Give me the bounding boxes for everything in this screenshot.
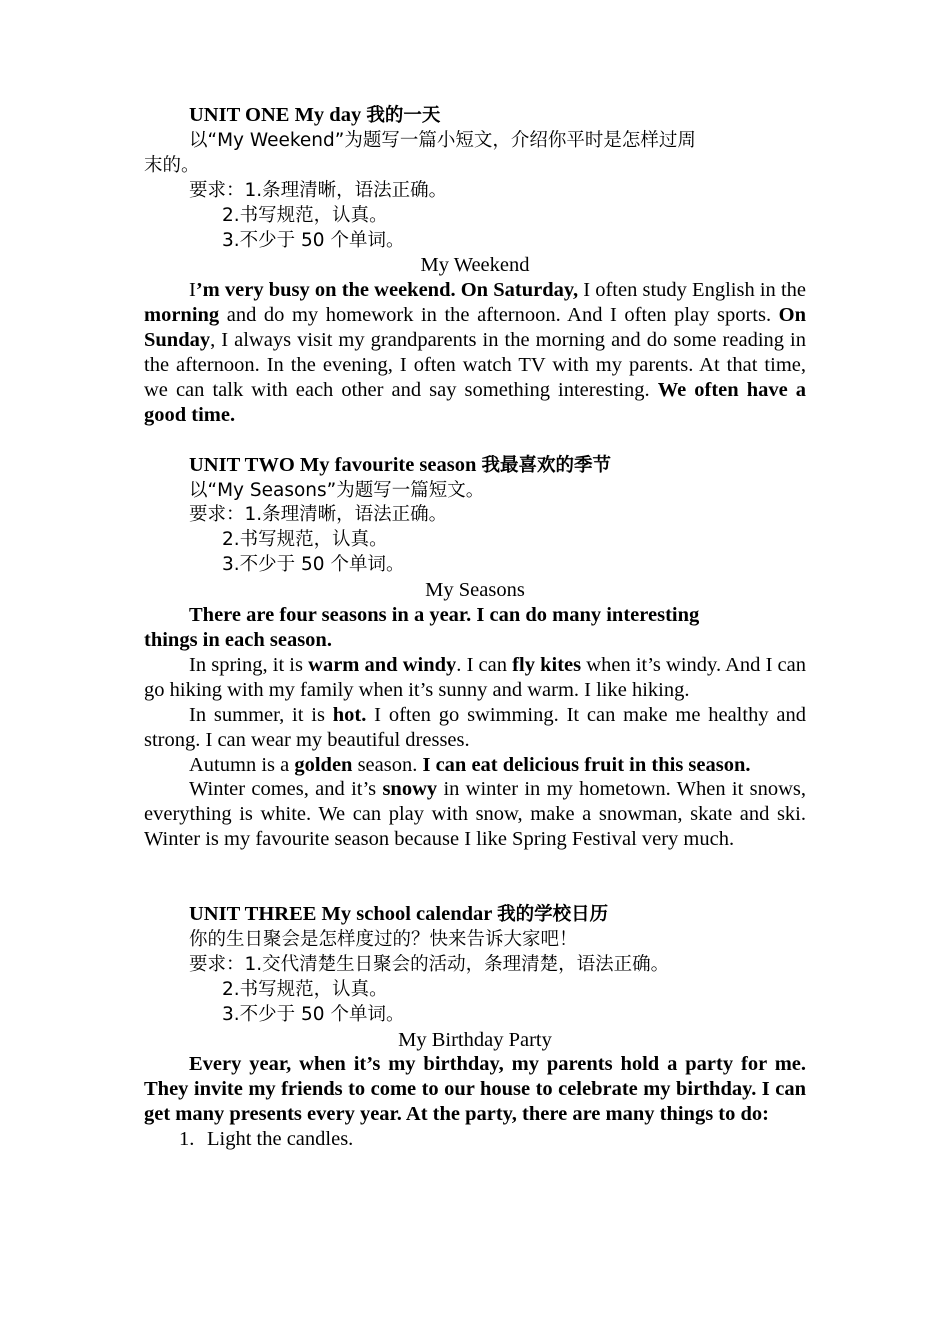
text-run: We often have a good time. [144, 378, 807, 426]
text-run: when it’s windy. And I can go hiking with my family when it’s sunny and warm. I like hiking. [144, 653, 806, 701]
unit2-heading: UNIT TWO My favourite season 我最喜欢的季节 [189, 453, 612, 476]
unit1-prompt-cont: 末的。 [144, 154, 200, 176]
unit2-requirement-3: 3.不少于 50 个单词。 [222, 554, 405, 576]
unit2-requirement-2: 2.书写规范，认真。 [222, 529, 388, 551]
unit2-paragraph-summer [144, 703, 806, 753]
unit3-heading: UNIT THREE My school calendar 我的学校日历 [189, 902, 609, 925]
text-run: hot. [332, 703, 367, 726]
unit3-prompt: 你的生日聚会是怎样度过的？快来告诉大家吧！ [189, 928, 578, 950]
text-run: . I can [456, 653, 513, 676]
text-run: I often study English in the [578, 279, 806, 302]
unit3-essay-title: My Birthday Party [398, 1028, 552, 1051]
text-run: On Sunday [144, 304, 806, 352]
text-run: , I always visit my grandparents in the morning and do some reading in the afternoon. In the evening, I often watch TV with my parents. At that time, we can talk with each other and say something interesting. [144, 329, 806, 401]
text-run: I often go swimming. It can make me healthy and strong. I can wear my beautiful dresses. [144, 703, 806, 751]
unit3-requirement-1: 要求：1.交代清楚生日聚会的活动，条理清楚，语法正确。 [189, 953, 670, 975]
text-run: In spring, it is [189, 653, 309, 676]
unit2-paragraph-spring [144, 653, 806, 703]
unit1-requirement-2: 2.书写规范，认真。 [222, 204, 388, 226]
unit2-prompt: 以“My Seasons”为题写一篇短文。 [189, 479, 485, 501]
text-run: season. [352, 753, 423, 776]
unit2-intro-line-2: things in each season. [144, 629, 332, 652]
text-run: golden [294, 753, 353, 776]
unit1-essay-paragraph [144, 278, 806, 427]
text-run: warm and windy [308, 653, 457, 676]
unit2-paragraph-winter [144, 777, 806, 852]
text-run: I [189, 279, 196, 302]
unit2-intro-line-1: There are four seasons in a year. I can do many interesting [189, 604, 700, 627]
text-run: Autumn is a [189, 753, 295, 776]
text-run: I can eat delicious fruit in this season. [422, 753, 751, 776]
text-run: ’m very busy on the weekend. On Saturday, [195, 279, 579, 302]
text-run: morning [144, 304, 220, 327]
list-item [144, 1127, 806, 1152]
unit1-prompt: 以“My Weekend”为题写一篇小短文，介绍你平时是怎样过周 [189, 129, 696, 151]
unit1-requirement-1: 要求：1.条理清晰，语法正确。 [189, 179, 448, 201]
unit1-requirement-3: 3.不少于 50 个单词。 [222, 229, 405, 251]
text-run: fly kites [512, 653, 582, 676]
unit1-essay-title: My Weekend [420, 254, 530, 277]
text-run: Winter comes, and it’s [189, 778, 383, 801]
unit2-requirement-1: 要求：1.条理清晰，语法正确。 [189, 504, 448, 526]
text-run: In summer, it is [189, 703, 333, 726]
unit2-paragraph-autumn [144, 753, 806, 778]
unit1-heading: UNIT ONE My day 我的一天 [189, 104, 441, 126]
list-item-number: 1. [179, 1128, 195, 1151]
text-run: snowy [382, 778, 438, 801]
unit3-intro-paragraph: Every year, when it’s my birthday, my parents hold a party for me. They invite my friends to come to our house to celebrate my birthday. I can get many presents every year. At the party, there are many things to do: [144, 1053, 806, 1126]
unit3-requirement-3: 3.不少于 50 个单词。 [222, 1003, 405, 1025]
text-run: in winter in my hometown. When it snows, everything is white. We can play with snow, make a snowman, skate and ski. Winter is my favourite season because I like Spring Festival very much. [144, 778, 806, 851]
unit3-requirement-2: 2.书写规范，认真。 [222, 978, 388, 1000]
unit2-essay-title: My Seasons [425, 579, 525, 602]
list-item-text: Light the candles. [207, 1128, 354, 1151]
text-run: and do my homework in the afternoon. And I often play sports. [219, 304, 779, 327]
